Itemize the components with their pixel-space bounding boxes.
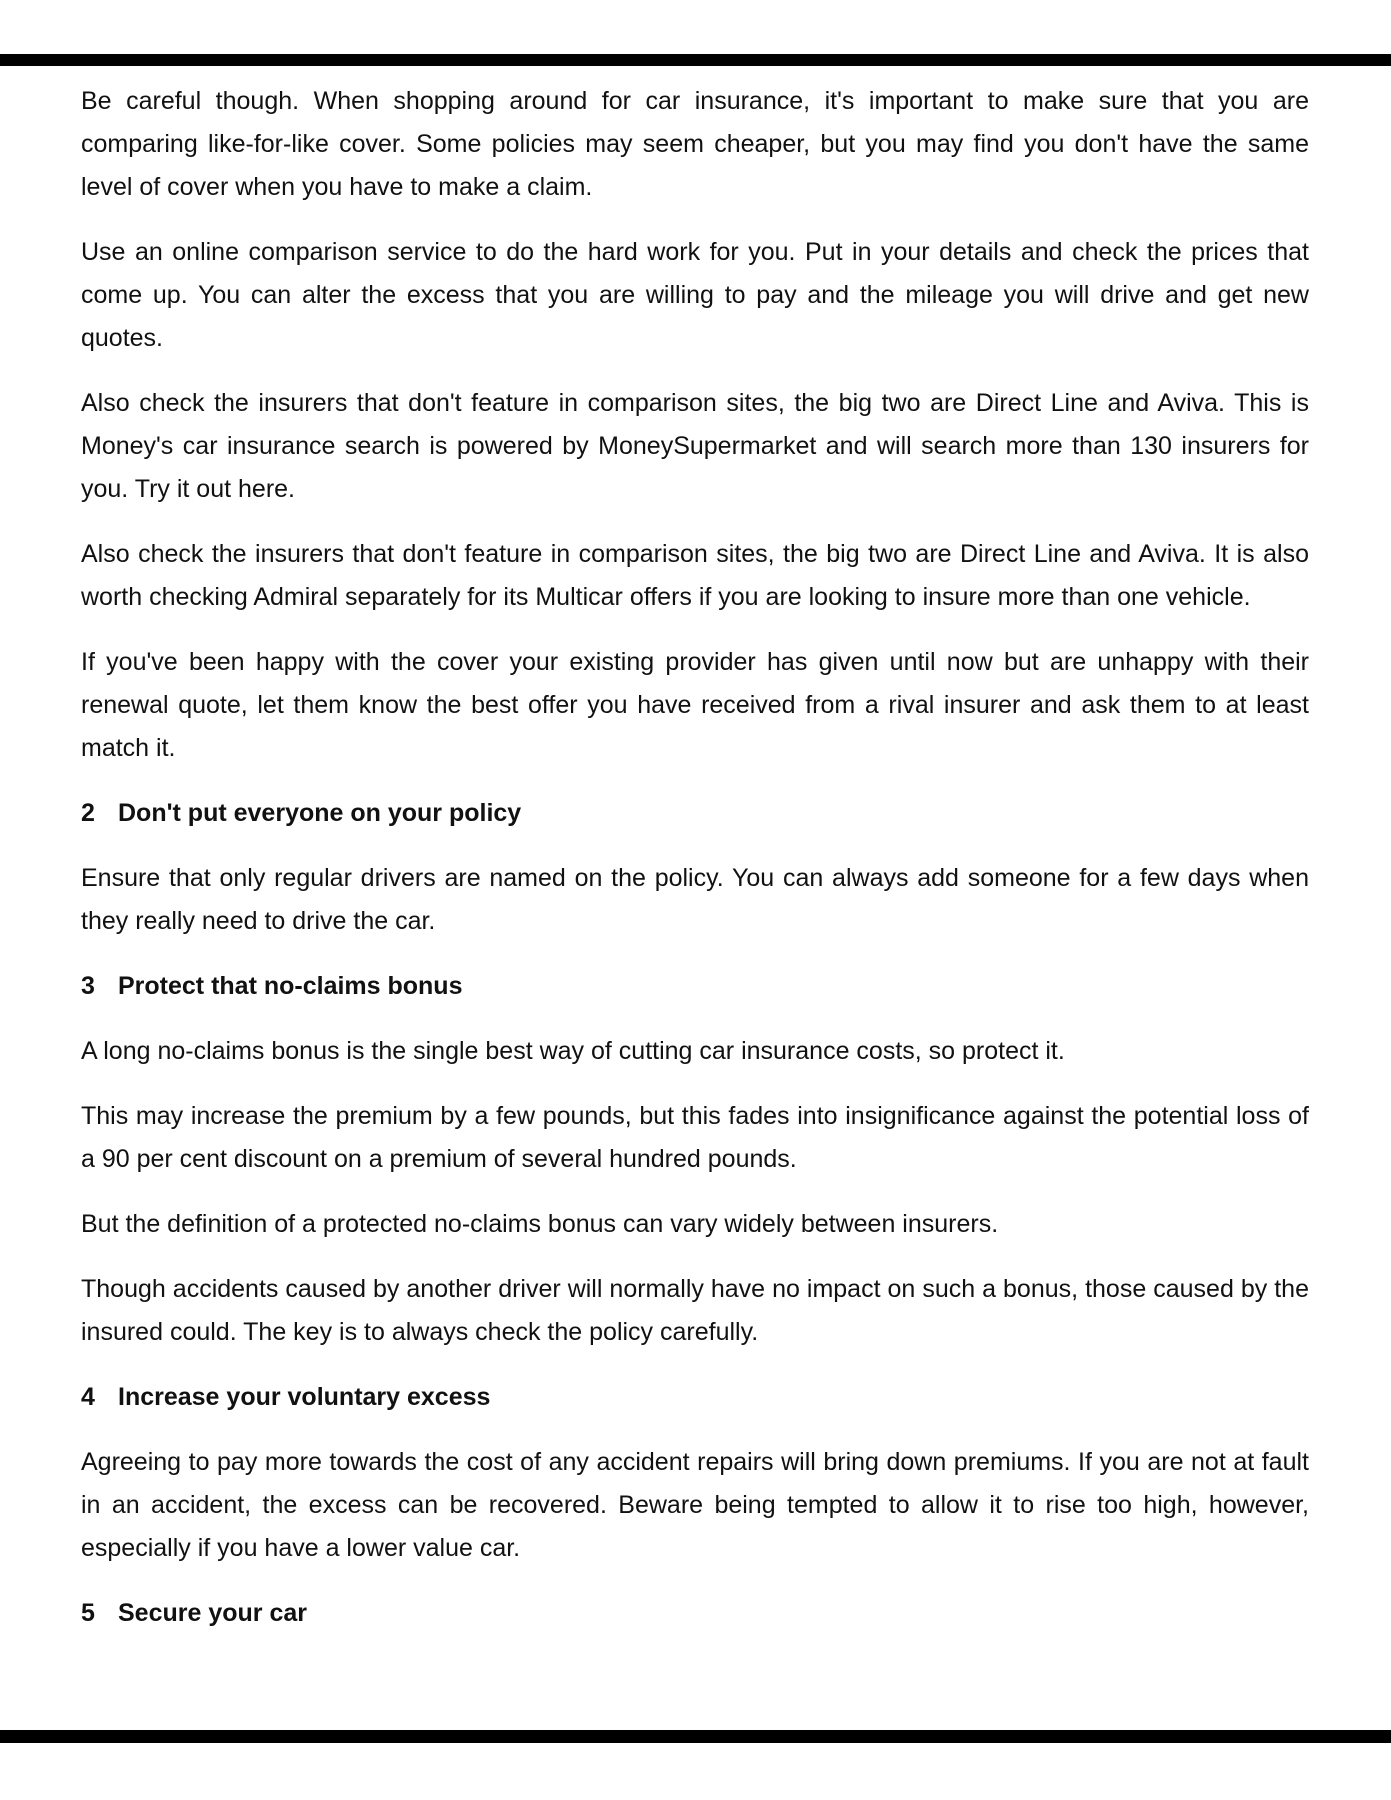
bottom-rule xyxy=(0,1730,1391,1743)
section-number: 3 xyxy=(81,972,95,1000)
paragraph: Be careful though. When shopping around for car insurance, it's important to make sure that you are comparing like-for-like cover. Some policies may seem cheaper, but you may find you don't have the same level of cover when you have to make a claim. xyxy=(81,87,1309,201)
section-heading xyxy=(81,1592,1309,1635)
paragraph: Agreeing to pay more towards the cost of any accident repairs will bring down premiums. If you are not at fault in an accident, the excess can be recovered. Beware being tempted to allow it to rise too high, however, especially if you have a lower value car. xyxy=(81,1448,1309,1562)
paragraph: But the definition of a protected no-claims bonus can vary widely between insurers. xyxy=(81,1210,999,1238)
paragraph: Also check the insurers that don't feature in comparison sites, the big two are Direct Line and Aviva. This is Money's car insurance search is powered by MoneySupermarket and will search more than 130 insurers for you. Try it out here. xyxy=(81,389,1309,503)
top-rule xyxy=(0,54,1391,66)
section-title: Protect that no-claims bonus xyxy=(118,972,463,1000)
section-number: 5 xyxy=(81,1599,95,1627)
section-title: Increase your voluntary excess xyxy=(118,1383,491,1411)
paragraph: Also check the insurers that don't feature in comparison sites, the big two are Direct Line and Aviva. It is also worth checking Admiral separately for its Multicar offers if you are looking to insure more than one vehicle. xyxy=(81,540,1309,611)
section-heading xyxy=(81,965,1309,1008)
section-number: 2 xyxy=(81,799,95,827)
document-body xyxy=(81,80,1309,1657)
section-title: Secure your car xyxy=(118,1599,307,1627)
section-title: Don't put everyone on your policy xyxy=(118,799,522,827)
section-number: 4 xyxy=(81,1383,95,1411)
paragraph: A long no-claims bonus is the single best way of cutting car insurance costs, so protect it. xyxy=(81,1037,1065,1065)
paragraph: If you've been happy with the cover your existing provider has given until now but are unhappy with their renewal quote, let them know the best offer you have received from a rival insurer and ask them to at least match it. xyxy=(81,648,1309,762)
paragraph: Ensure that only regular drivers are named on the policy. You can always add someone for a few days when they really need to drive the car. xyxy=(81,864,1309,935)
paragraph: Use an online comparison service to do the hard work for you. Put in your details and check the prices that come up. You can alter the excess that you are willing to pay and the mileage you will drive and get new quotes. xyxy=(81,238,1309,352)
section-heading xyxy=(81,792,1309,835)
paragraph: Though accidents caused by another driver will normally have no impact on such a bonus, those caused by the insured could. The key is to always check the policy carefully. xyxy=(81,1275,1309,1346)
paragraph: This may increase the premium by a few pounds, but this fades into insignificance against the potential loss of a 90 per cent discount on a premium of several hundred pounds. xyxy=(81,1102,1309,1173)
section-heading xyxy=(81,1376,1309,1419)
